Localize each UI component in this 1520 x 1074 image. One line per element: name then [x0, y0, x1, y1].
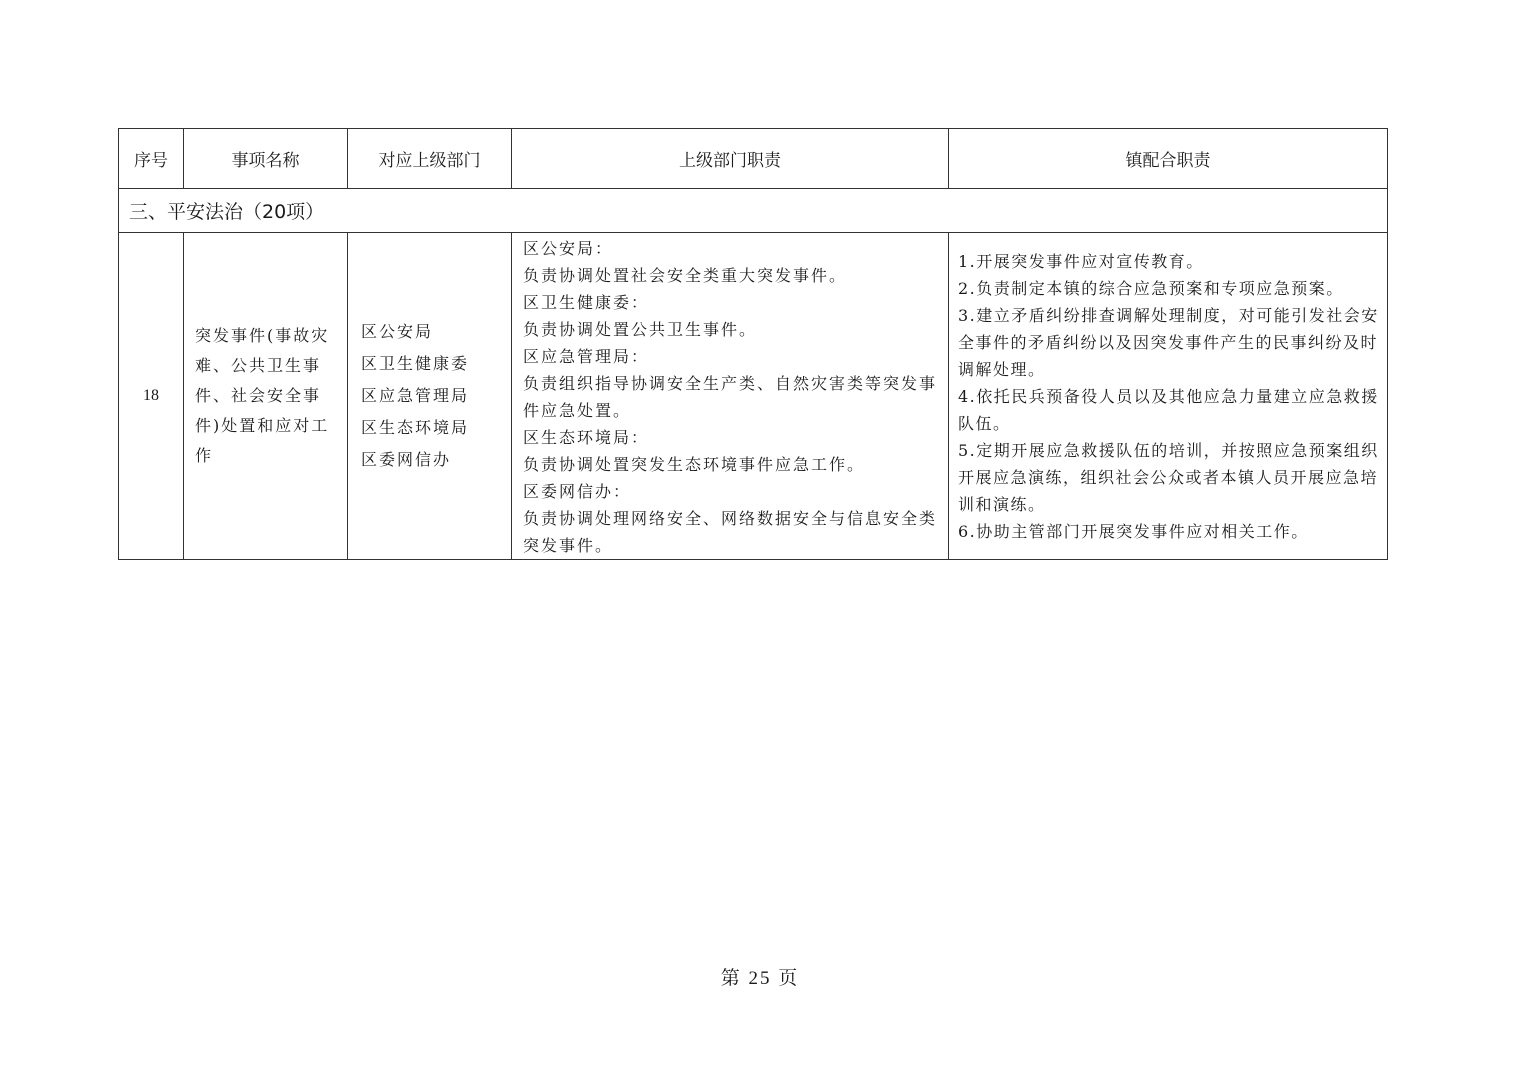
department-item: 区生态环境局 [361, 418, 470, 437]
table-row [119, 233, 1388, 560]
header-item-name: 事项名称 [184, 129, 348, 189]
department-item: 区公安局 [361, 322, 434, 341]
header-row [119, 129, 1388, 189]
town-duty-item: 3.建立矛盾纠纷排查调解处理制度，对可能引发社会安全事件的矛盾纠纷以及因突发事件产生的民事纠纷及时调解处理。 [958, 305, 1379, 379]
town-duty-item: 2.负责制定本镇的综合应急预案和专项应急预案。 [958, 278, 1344, 298]
town-duty-item: 1.开展突发事件应对宣传教育。 [958, 251, 1204, 271]
town-duty-item: 5.定期开展应急救援队伍的培训，并按照应急预案组织开展应急演练，组织社会公众或者本镇人员开展应急培训和演练。 [958, 440, 1379, 514]
header-town-duties: 镇配合职责 [949, 129, 1388, 189]
department-item: 区委网信办 [361, 450, 452, 469]
duty-line: 区生态环境局： [523, 428, 650, 447]
town-duties-cell [949, 233, 1388, 560]
duty-line: 负责组织指导协调安全生产类、自然灾害类等突发事件应急处置。 [523, 374, 938, 420]
duty-line: 负责协调处置社会安全类重大突发事件。 [523, 266, 848, 285]
header-superior-department: 对应上级部门 [348, 129, 512, 189]
duty-line: 负责协调处置公共卫生事件。 [523, 320, 758, 339]
page-number: 第 25 页 [720, 968, 800, 989]
header-number: 序号 [119, 129, 184, 189]
town-duty-item: 4.依托民兵预备役人员以及其他应急力量建立应急救援队伍。 [958, 386, 1379, 433]
town-duty-item: 6.协助主管部门开展突发事件应对相关工作。 [958, 521, 1309, 541]
duty-line: 区卫生健康委： [523, 293, 650, 312]
department-list [348, 233, 512, 560]
responsibility-table [118, 128, 1388, 560]
superior-duties-cell [512, 233, 949, 560]
duty-line: 负责协调处理网络安全、网络数据安全与信息安全类突发事件。 [523, 509, 938, 555]
row-number: 18 [119, 233, 184, 560]
duty-line: 负责协调处置突发生态环境事件应急工作。 [523, 455, 866, 474]
section-title: 三、平安法治（20项） [119, 189, 1388, 233]
section-row [119, 189, 1388, 233]
duty-line: 区委网信办： [523, 482, 632, 501]
header-superior-duties: 上级部门职责 [512, 129, 949, 189]
department-item: 区应急管理局 [361, 386, 470, 405]
duty-line: 区应急管理局： [523, 347, 650, 366]
department-item: 区卫生健康委 [361, 354, 470, 373]
duty-line: 区公安局： [523, 239, 614, 258]
item-name: 突发事件(事故灾难、公共卫生事件、社会安全事件)处置和应对工作 [184, 233, 348, 560]
